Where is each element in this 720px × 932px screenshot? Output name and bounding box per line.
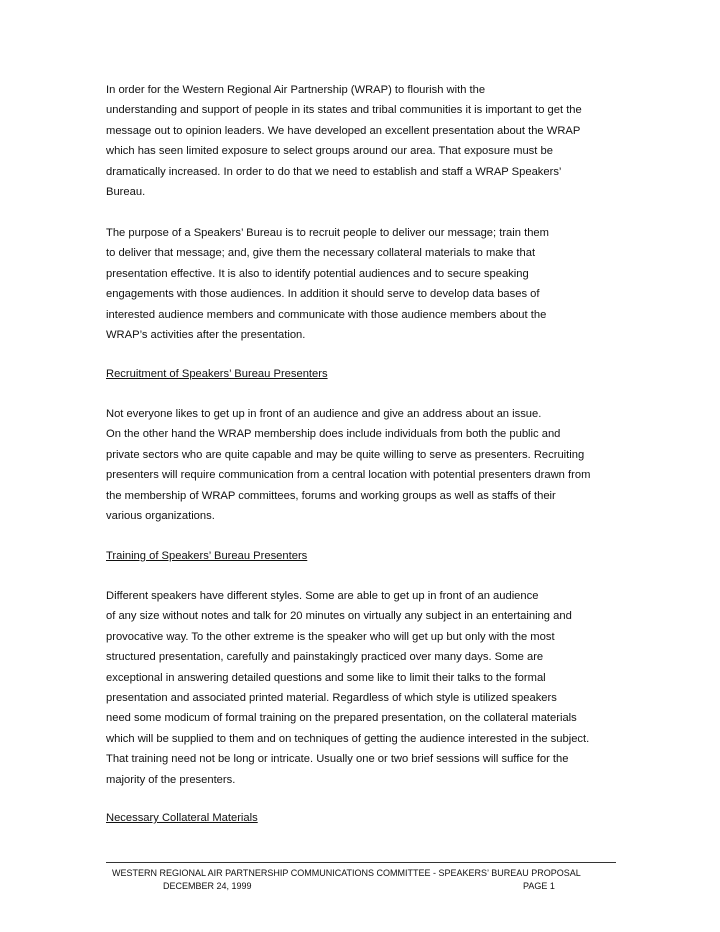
body-paragraph: Not everyone likes to get up in front of an audience and give an address about an issue. On the other hand the WRAP membership does include individuals from both the public and private sectors who are quite capable and may be quite willing to serve as presenters. Recruiting presenters will require communication from a central location with potential presenters drawn from the membership of WRAP committees, forums and working groups as well as staffs of their various organizations. bbox=[106, 408, 591, 523]
footer-date: DECEMBER 24, 1999 bbox=[163, 881, 252, 891]
section-heading-collateral: Necessary Collateral Materials bbox=[106, 812, 258, 824]
body-paragraph: In order for the Western Regional Air Partnership (WRAP) to flourish with the understanding and support of people in its states and tribal communities it is important to get the message out to opinion leaders. We have developed an excellent presentation about the WRAP which has seen limited exposure to select groups around our area. That exposure must be dramatically increased. In order to do that we need to establish and staff a WRAP Speakers’ Bureau. bbox=[106, 84, 582, 199]
footer-divider bbox=[106, 862, 616, 863]
body-paragraph: Different speakers have different styles. Some are able to get up in front of an audience of any size without notes and talk for 20 minutes on virtually any subject in an entertaining and provocative way. To the other extreme is the speaker who will get up but only with the most structured presentation, carefully and painstakingly practiced over many days. Some are exceptional in answering detailed questions and some like to limit their talks to the formal presentation and associated printed material. Regardless of which style is utilized speakers need some modicum of formal training on the prepared presentation, on the collateral materials which will be supplied to them and on techniques of getting the audience interested in the subject. That training need not be long or intricate. Usually one or two brief sessions will suffice for the majority of the presenters. bbox=[106, 590, 590, 786]
section-heading-training: Training of Speakers’ Bureau Presenters bbox=[106, 550, 308, 562]
body-paragraph: The purpose of a Speakers’ Bureau is to recruit people to deliver our message; train them to deliver that message; and, give them the necessary collateral materials to make that presentation effective. It is also to identify potential audiences and to secure speaking engagements with those audiences. In addition it should serve to develop data bases of interested audience members and communicate with those audience members about the WRAP’s activities after the presentation. bbox=[106, 227, 549, 342]
section-heading-recruitment: Recruitment of Speakers’ Bureau Presenters bbox=[106, 368, 328, 380]
footer-page-number: PAGE 1 bbox=[523, 881, 555, 891]
footer-title: WESTERN REGIONAL AIR PARTNERSHIP COMMUNICATIONS COMMITTEE - SPEAKERS’ BUREAU PROPOSAL bbox=[112, 868, 581, 878]
